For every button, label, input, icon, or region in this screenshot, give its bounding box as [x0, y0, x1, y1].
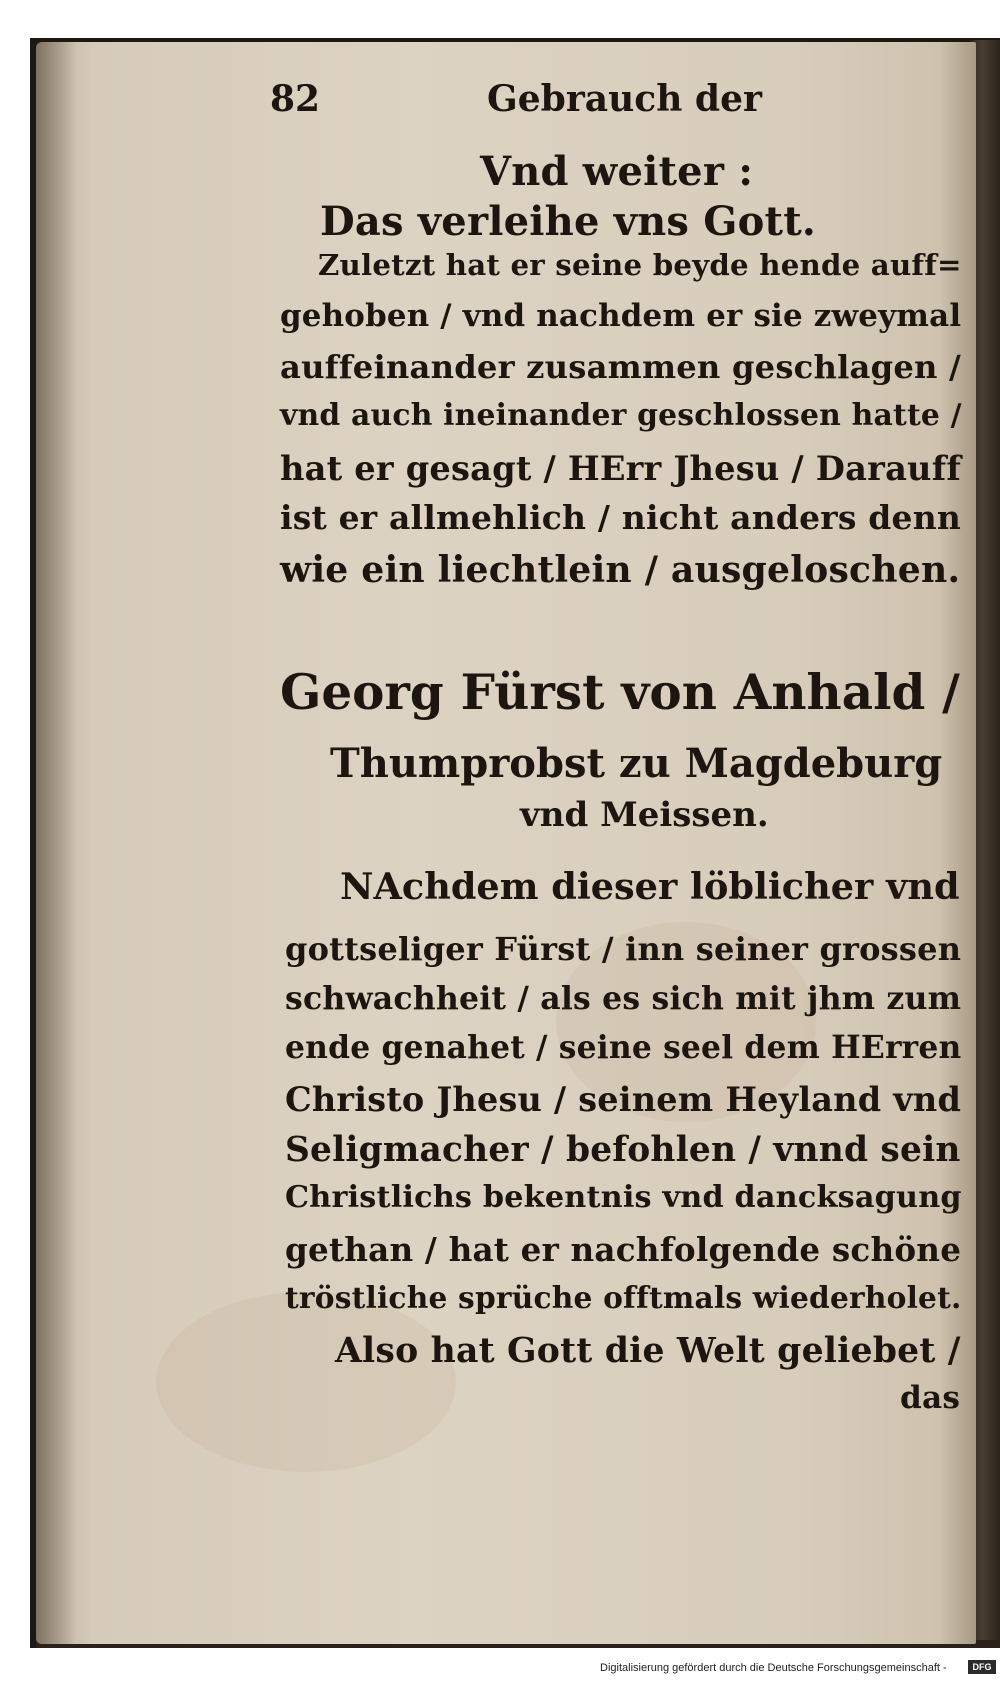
text-line: gehoben / vnd nachdem er sie zweymal	[280, 298, 962, 334]
book-page	[36, 42, 976, 1644]
text-line: Christo Jhesu / seinem Heyland vnd	[285, 1080, 962, 1119]
text-line: gethan / hat er nachfolgende schöne	[285, 1230, 962, 1269]
text-line: hat er gesagt / HErr Jhesu / Darauff	[280, 448, 962, 488]
text-line: Seligmacher / befohlen / vnnd sein	[285, 1130, 961, 1170]
text-line: tröstliche sprüche offtmals wiederholet.	[285, 1280, 962, 1315]
running-head-title: Gebrauch der	[487, 78, 762, 120]
section-subtitle: vnd Meissen.	[520, 795, 769, 835]
text-line: ende genahet / seine seel dem HErren	[285, 1030, 962, 1066]
text-line: Christlichs bekentnis vnd dancksagung	[285, 1180, 962, 1215]
text-line: auffeinander zusammen geschlagen /	[280, 348, 961, 386]
section-subtitle: Thumprobst zu Magdeburg	[330, 740, 943, 787]
paper-stain	[156, 1292, 456, 1472]
text-line: Das verleihe vns Gott.	[320, 198, 817, 245]
text-line: gottseliger Fürst / inn seiner grossen	[285, 930, 962, 968]
text-line: Vnd weiter :	[480, 148, 754, 195]
text-line: NAchdem dieser löblicher vnd	[340, 865, 960, 908]
page-number: 82	[270, 78, 321, 120]
text-line: Zuletzt hat er seine beyde hende auff=	[318, 248, 962, 282]
dfg-logo: DFG	[968, 1660, 996, 1674]
text-line: ist er allmehlich / nicht anders denn	[280, 498, 962, 537]
digitization-credit: Digitalisierung gefördert durch die Deutsche Forschungsgemeinschaft -	[600, 1662, 947, 1674]
text-line: schwachheit / als es sich mit jhm zum	[285, 980, 962, 1017]
section-title: Georg Fürst von Anhald /	[280, 665, 960, 721]
text-line: vnd auch ineinander geschlossen hatte /	[280, 398, 962, 433]
text-line: Also hat Gott die Welt geliebet /	[335, 1330, 961, 1371]
text-line: wie ein liechtlein / ausgeloschen.	[280, 548, 961, 591]
catchword: das	[900, 1380, 961, 1416]
